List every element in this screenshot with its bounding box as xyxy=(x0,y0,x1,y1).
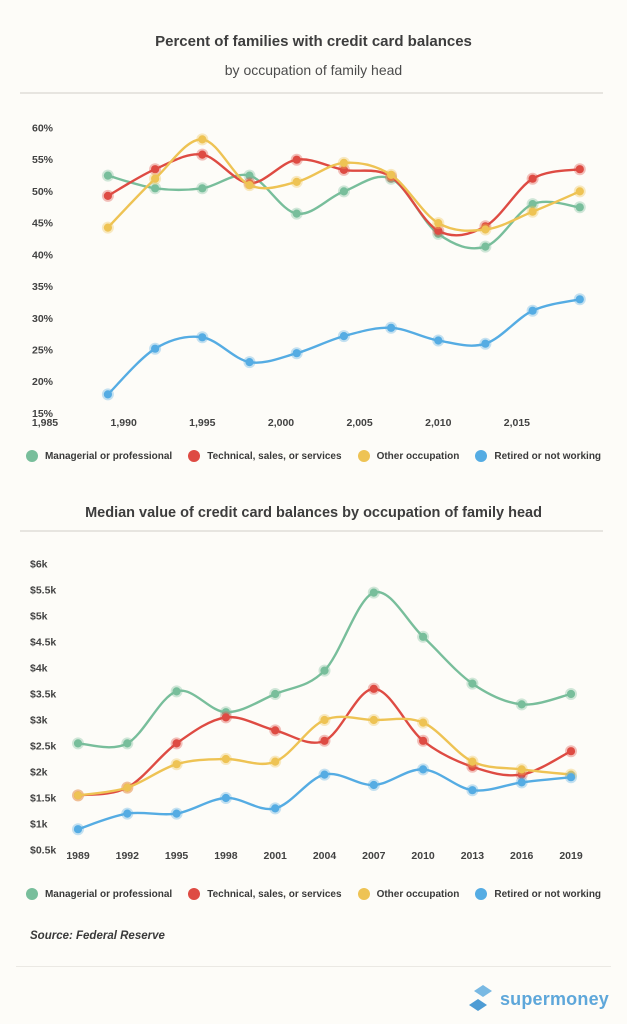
data-point xyxy=(198,135,206,143)
x-tick-label: 2010 xyxy=(411,850,435,862)
data-point xyxy=(370,781,378,789)
data-point xyxy=(74,791,82,799)
y-tick-label: $3.5k xyxy=(30,688,57,701)
data-point xyxy=(518,765,526,773)
data-point xyxy=(567,773,575,781)
x-tick-label: 2016 xyxy=(510,850,534,862)
y-tick-label: 55% xyxy=(32,154,54,167)
x-tick-label: 2001 xyxy=(263,850,287,862)
data-point xyxy=(434,336,442,344)
data-point xyxy=(434,219,442,227)
supermoney-logo-text: supermoney xyxy=(499,988,609,1009)
percent-chart-legend xyxy=(0,450,627,462)
x-tick-label: 2007 xyxy=(362,850,386,862)
data-point xyxy=(104,172,112,180)
y-tick-label: $1k xyxy=(30,818,48,831)
x-tick-label: 2004 xyxy=(312,850,337,862)
series-line xyxy=(108,139,580,230)
data-point xyxy=(320,667,328,675)
x-tick-label: 2019 xyxy=(559,850,583,862)
data-point xyxy=(173,810,181,818)
x-tick-label: 2,005 xyxy=(346,417,373,429)
data-point xyxy=(518,700,526,708)
data-point xyxy=(340,187,348,195)
data-point xyxy=(173,739,181,747)
data-point xyxy=(123,810,131,818)
y-tick-label: $3k xyxy=(30,714,48,727)
y-tick-label: 30% xyxy=(32,312,54,325)
data-point xyxy=(198,333,206,341)
data-point xyxy=(481,225,489,233)
data-point xyxy=(151,345,159,353)
y-tick-label: 60% xyxy=(32,122,54,135)
data-point xyxy=(340,159,348,167)
supermoney-logo xyxy=(468,984,609,1014)
data-point xyxy=(271,758,279,766)
median-chart-legend xyxy=(0,888,627,900)
data-point xyxy=(387,324,395,332)
data-point xyxy=(529,208,537,216)
legend-label: Managerial or professional xyxy=(44,888,173,900)
data-point xyxy=(567,747,575,755)
data-point xyxy=(320,771,328,779)
data-point xyxy=(576,295,584,303)
data-point xyxy=(151,165,159,173)
data-point xyxy=(222,794,230,802)
y-tick-label: $1.5k xyxy=(30,792,57,805)
data-point xyxy=(293,210,301,218)
other-dot-icon xyxy=(358,450,370,462)
legend-item-technical xyxy=(188,888,341,900)
y-tick-label: 20% xyxy=(32,376,54,389)
footer-divider xyxy=(16,966,611,967)
legend-label: Other occupation xyxy=(376,450,460,462)
data-point xyxy=(370,685,378,693)
x-tick-label: 1998 xyxy=(214,850,238,862)
y-tick-label: 50% xyxy=(32,185,54,198)
legend-item-retired xyxy=(475,888,601,900)
y-tick-label: 45% xyxy=(32,217,54,230)
y-tick-label: $0.5k xyxy=(30,844,57,857)
y-tick-label: $5k xyxy=(30,610,48,623)
other-dot-icon xyxy=(358,888,370,900)
y-tick-label: 40% xyxy=(32,249,54,262)
data-point xyxy=(340,332,348,340)
data-point xyxy=(222,713,230,721)
legend-label: Other occupation xyxy=(376,888,460,900)
x-tick-label: 1,995 xyxy=(189,417,216,429)
percent-chart-subtitle: by occupation of family head xyxy=(224,62,403,78)
data-point xyxy=(123,784,131,792)
x-tick-label: 2013 xyxy=(460,850,485,862)
data-point xyxy=(151,175,159,183)
legend-label: Managerial or professional xyxy=(44,450,173,462)
data-point xyxy=(576,187,584,195)
data-point xyxy=(173,687,181,695)
managerial-dot-icon xyxy=(26,888,38,900)
data-point xyxy=(245,181,253,189)
legend-label: Technical, sales, or services xyxy=(207,888,342,900)
x-tick-label: 2,000 xyxy=(267,417,295,429)
data-point xyxy=(293,178,301,186)
data-point xyxy=(481,340,489,348)
x-tick-label: 2,010 xyxy=(425,417,452,429)
data-point xyxy=(518,778,526,786)
data-point xyxy=(151,184,159,192)
series-line xyxy=(108,299,580,394)
data-point xyxy=(198,151,206,159)
data-point xyxy=(468,758,476,766)
technical-dot-icon xyxy=(188,450,200,462)
legend-label: Retired or not working xyxy=(494,450,602,462)
legend-item-other xyxy=(358,888,460,900)
data-point xyxy=(468,680,476,688)
retired-dot-icon xyxy=(475,888,487,900)
data-point xyxy=(419,633,427,641)
legend-item-other xyxy=(358,450,460,462)
title-divider xyxy=(20,92,603,94)
median-chart xyxy=(0,548,627,870)
percent-chart-title: Percent of families with credit card balances xyxy=(155,33,472,50)
data-point xyxy=(173,760,181,768)
data-point xyxy=(419,765,427,773)
series-line xyxy=(78,717,571,796)
data-point xyxy=(481,243,489,251)
source-note: Source: Federal Reserve xyxy=(30,930,165,942)
data-point xyxy=(320,737,328,745)
data-point xyxy=(293,156,301,164)
data-point xyxy=(104,390,112,398)
percent-chart xyxy=(0,108,627,438)
data-point xyxy=(576,165,584,173)
y-tick-label: $2.5k xyxy=(30,740,57,753)
data-point xyxy=(320,716,328,724)
legend-item-retired xyxy=(475,450,601,462)
data-point xyxy=(370,589,378,597)
data-point xyxy=(123,739,131,747)
y-tick-label: $5.5k xyxy=(30,584,57,597)
legend-item-managerial xyxy=(26,450,172,462)
managerial-dot-icon xyxy=(26,450,38,462)
x-tick-label: 1992 xyxy=(115,850,139,862)
x-tick-label: 1995 xyxy=(164,850,189,862)
technical-dot-icon xyxy=(188,888,200,900)
y-tick-label: 35% xyxy=(32,281,54,294)
data-point xyxy=(74,739,82,747)
data-point xyxy=(419,719,427,727)
data-point xyxy=(576,203,584,211)
data-point xyxy=(387,171,395,179)
data-point xyxy=(271,690,279,698)
data-point xyxy=(245,358,253,366)
legend-item-technical xyxy=(188,450,341,462)
data-point xyxy=(370,716,378,724)
x-tick-label: 1989 xyxy=(66,850,90,862)
data-point xyxy=(529,307,537,315)
data-point xyxy=(271,804,279,812)
median-chart-title: Median value of credit card balances by occupation of family head xyxy=(85,505,542,521)
x-tick-label: 1,985 xyxy=(31,417,59,429)
retired-dot-icon xyxy=(475,450,487,462)
y-tick-label: $4.5k xyxy=(30,636,57,649)
y-tick-label: 25% xyxy=(32,344,54,357)
supermoney-logo-icon xyxy=(468,984,493,1014)
data-point xyxy=(468,786,476,794)
data-point xyxy=(104,192,112,200)
data-point xyxy=(293,349,301,357)
data-point xyxy=(529,175,537,183)
x-tick-label: 1,990 xyxy=(110,417,137,429)
data-point xyxy=(419,737,427,745)
data-point xyxy=(74,825,82,833)
y-tick-label: $2k xyxy=(30,766,48,779)
legend-item-managerial xyxy=(26,888,172,900)
x-tick-label: 2,015 xyxy=(503,417,531,429)
y-tick-label: 15% xyxy=(32,407,54,420)
y-tick-label: $6k xyxy=(30,558,48,571)
data-point xyxy=(271,726,279,734)
legend-label: Technical, sales, or services xyxy=(207,450,342,462)
data-point xyxy=(567,690,575,698)
data-point xyxy=(222,755,230,763)
data-point xyxy=(198,184,206,192)
data-point xyxy=(104,224,112,232)
legend-label: Retired or not working xyxy=(494,888,602,900)
y-tick-label: $4k xyxy=(30,662,48,675)
median-title-divider xyxy=(20,530,603,532)
